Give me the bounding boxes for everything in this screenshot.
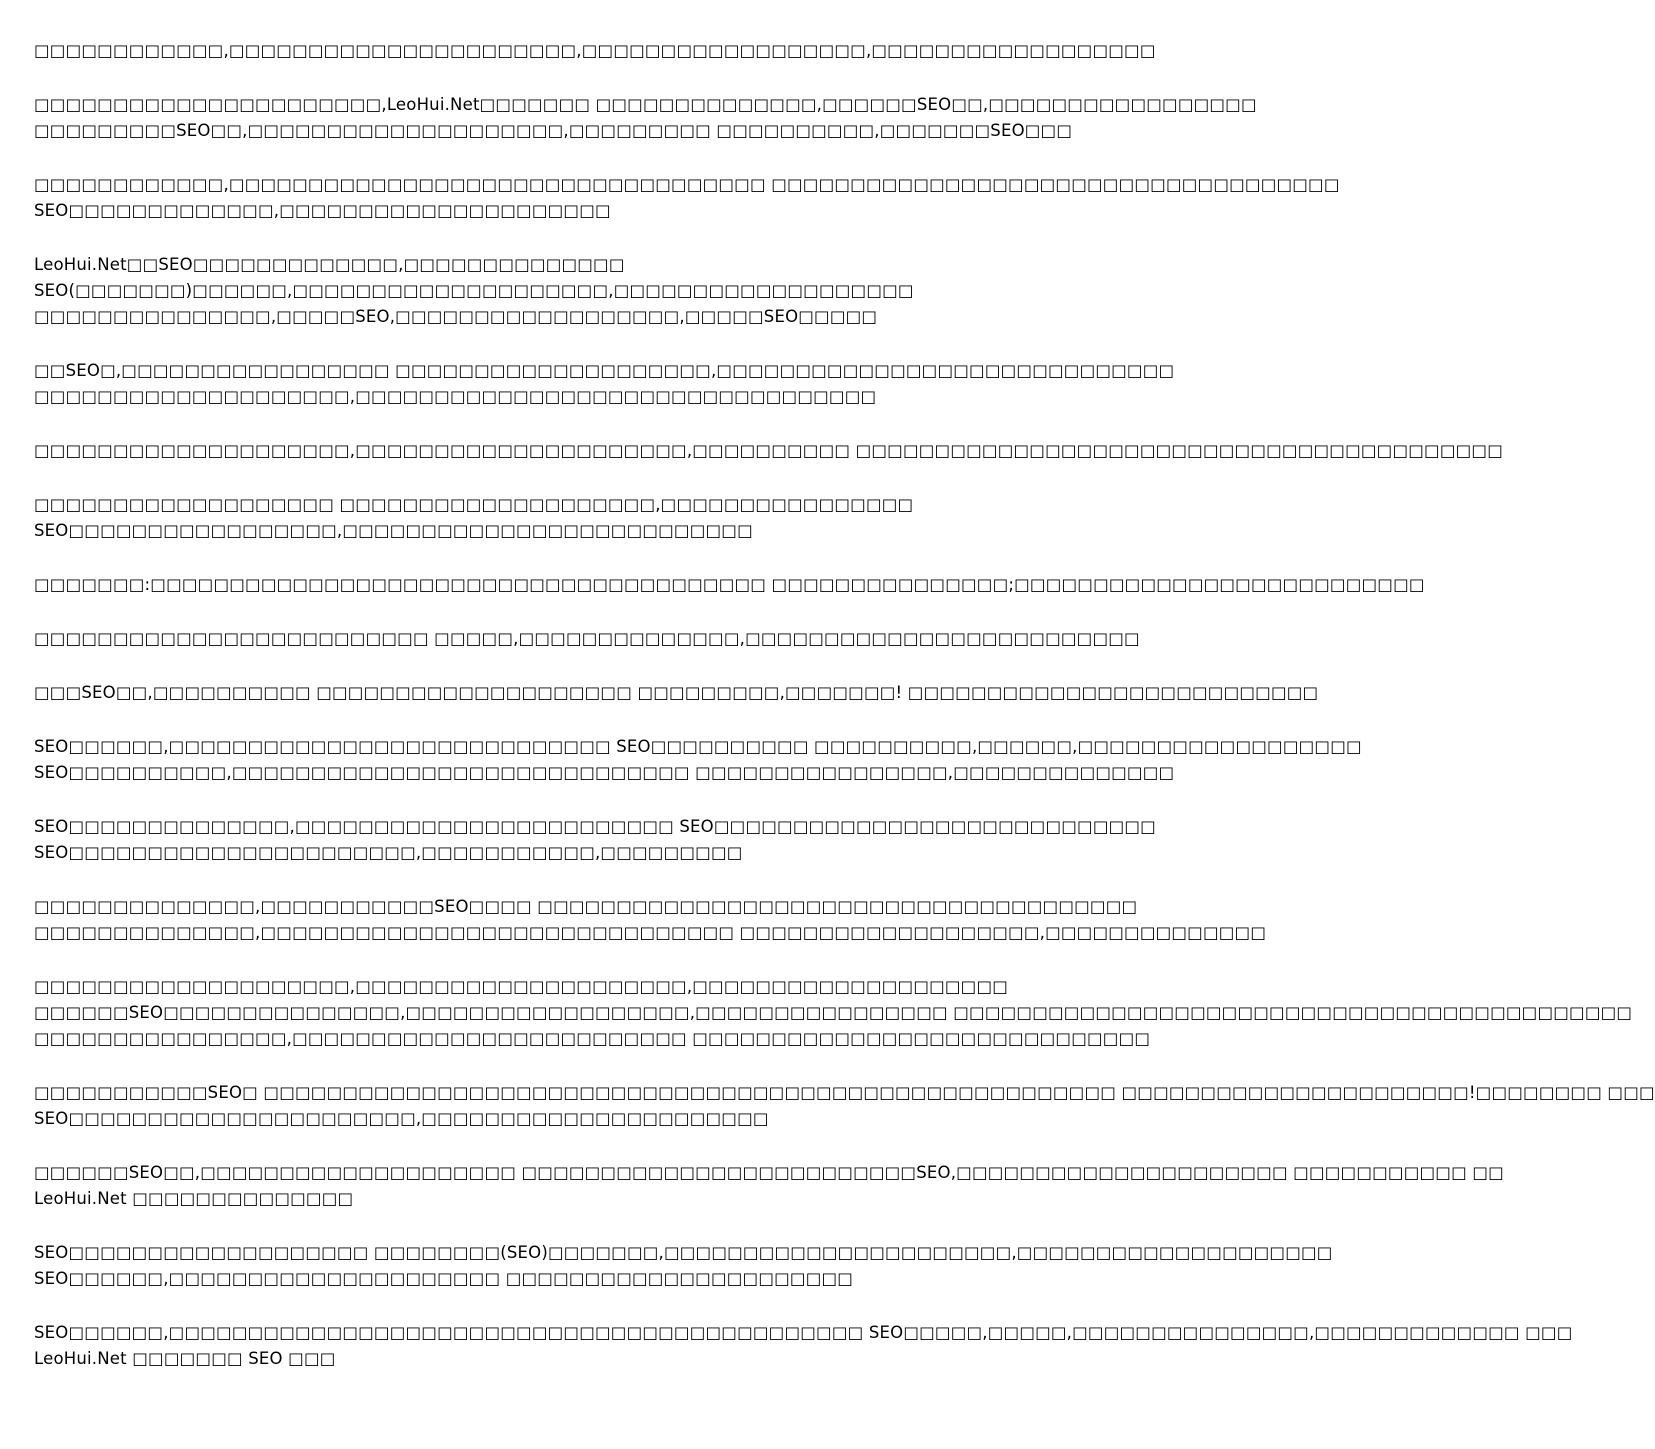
paragraph-line: □□□□□□□□□□□□□□□□□□□□□□□□□ □□□□□,□□□□□□□□□□□□□□,□□□□□□□□□□□□□□□□□□□□□□□□□ (34, 629, 1140, 648)
paragraph (34, 1080, 1655, 1132)
paragraph (34, 172, 1340, 224)
paragraph-line: □□□□□□□□□□□□□□□□□□□□,□□□□□□□□□□□□□□□□□□□□□,□□□□□□□□□□ □□□□□□□□□□□□□□□□□□□□□□□□□□□□□□□□□□□□□□□□□ (34, 441, 1503, 460)
paragraph-line: □□□□□□□□□□□□,□□□□□□□□□□□□□□□□□□□□□□,□□□□□□□□□□□□□□□□□□,□□□□□□□□□□□□□□□□□□ (34, 41, 1156, 60)
paragraph-line: □□□□□□□□□□□□,□□□□□□□□□□□□□□□□□□□□□□□□□□□□□□□□□□ □□□□□□□□□□□□□□□□□□□□□□□□□□□□□□□□□□□□ (34, 175, 1340, 194)
paragraph-line: □□□□□□□:□□□□□□□□□□□□□□□□□□□□□□□□□□□□□□□□□□□□□□□ □□□□□□□□□□□□□□□;□□□□□□□□□□□□□□□□□□□□□□□□□□ (34, 575, 1425, 594)
paragraph-line: SEO□□□□□□,□□□□□□□□□□□□□□□□□□□□□ □□□□□□□□□□□□□□□□□□□□□□ (34, 1269, 854, 1288)
paragraph-line: □□□□□□□□□□□□□□□□□□□ □□□□□□□□□□□□□□□□□□□□,□□□□□□□□□□□□□□□□ (34, 495, 914, 514)
paragraph (34, 894, 1267, 946)
paragraph (34, 438, 1503, 464)
paragraph-line: SEO□□□□□□,□□□□□□□□□□□□□□□□□□□□□□□□□□□□□□□□□□□□□□□□□□□□ SEO□□□□□,□□□□□,□□□□□□□□□□□□□□□,□□□□□□□□□□□□□ □□□ (34, 1323, 1573, 1342)
paragraph-line: □□□□□□□□□□□□□□,□□□□□□□□□□□□□□□□□□□□□□□□□□□□□□ □□□□□□□□□□□□□□□□□□□,□□□□□□□□□□□□□□ (34, 923, 1267, 942)
paragraph-line: □□□□□□□□□SEO□□,□□□□□□□□□□□□□□□□□□□□,□□□□□□□□□ □□□□□□□□□□,□□□□□□□SEO□□□ (34, 121, 1073, 140)
paragraph (34, 572, 1425, 598)
paragraph-line: □□□□□□□□□□□SEO□ □□□□□□□□□□□□□□□□□□□□□□□□□□□□□□□□□□□□□□□□□□□□□□□□□□□□□□ □□□□□□□□□□□□□□□□□□□□□□!□□□□□□□□ □□□ (34, 1083, 1655, 1102)
paragraph (34, 1320, 1573, 1372)
paragraph-line: □□□□□□□□□□□□□□□,□□□□□SEO,□□□□□□□□□□□□□□□□□□,□□□□□SEO□□□□□ (34, 307, 878, 326)
paragraph-line: □□□SEO□□,□□□□□□□□□□ □□□□□□□□□□□□□□□□□□□□ □□□□□□□□□,□□□□□□□! □□□□□□□□□□□□□□□□□□□□□□□□□□ (34, 683, 1319, 702)
paragraph-line: □□□□□□□□□□□□□□□□,□□□□□□□□□□□□□□□□□□□□□□□□□ □□□□□□□□□□□□□□□□□□□□□□□□□□□□□ (34, 1029, 1151, 1048)
paragraph-line: □□□□□□SEO□□□□□□□□□□□□□□□,□□□□□□□□□□□□□□□□□□,□□□□□□□□□□□□□□□□ □□□□□□□□□□□□□□□□□□□□□□□□□□□□□□□□□□□□□□□□□□□ (34, 1003, 1633, 1022)
paragraph-line: SEO□□□□□□□□□□□□□□□□□,□□□□□□□□□□□□□□□□□□□□□□□□□□ (34, 521, 753, 540)
paragraph-line: SEO□□□□□□□□□□□□□□□□□□□ □□□□□□□□(SEO)□□□□□□□,□□□□□□□□□□□□□□□□□□□□□□,□□□□□□□□□□□□□□□□□□□□ (34, 1243, 1333, 1262)
paragraph (34, 358, 1175, 410)
paragraph (34, 92, 1257, 144)
paragraph-line: □□□□□□□□□□□□□□□□□□□□□□,LeoHui.Net□□□□□□□ □□□□□□□□□□□□□□,□□□□□□SEO□□,□□□□□□□□□□□□□□□□□ (34, 95, 1257, 114)
paragraph (34, 734, 1362, 786)
paragraph-line: LeoHui.Net □□□□□□□ SEO □□□ (34, 1349, 336, 1368)
paragraph (34, 974, 1633, 1052)
paragraph-line: □□□□□□□□□□□□□□□□□□□□,□□□□□□□□□□□□□□□□□□□□□,□□□□□□□□□□□□□□□□□□□□ (34, 977, 1009, 996)
paragraph-line: SEO□□□□□□□□□□□□□□□□□□□□□□,□□□□□□□□□□□,□□□□□□□□□ (34, 843, 743, 862)
paragraph-line: SEO□□□□□□□□□□,□□□□□□□□□□□□□□□□□□□□□□□□□□□□□ □□□□□□□□□□□□□□□□,□□□□□□□□□□□□□□ (34, 763, 1175, 782)
paragraph-line: □□□□□□SEO□□,□□□□□□□□□□□□□□□□□□□□ □□□□□□□□□□□□□□□□□□□□□□□□□SEO,□□□□□□□□□□□□□□□□□□□□□ □□□□□□□□□□□ □□ (34, 1163, 1504, 1182)
paragraph (34, 680, 1319, 706)
paragraph-line: □□SEO□,□□□□□□□□□□□□□□□□□ □□□□□□□□□□□□□□□□□□□□,□□□□□□□□□□□□□□□□□□□□□□□□□□□□□ (34, 361, 1175, 380)
paragraph (34, 814, 1156, 866)
paragraph (34, 626, 1140, 652)
paragraph (34, 1160, 1504, 1212)
paragraph-line: SEO□□□□□□□□□□□□□□,□□□□□□□□□□□□□□□□□□□□□□□□ SEO□□□□□□□□□□□□□□□□□□□□□□□□□□□□ (34, 817, 1156, 836)
paragraph-line: SEO□□□□□□□□□□□□□,□□□□□□□□□□□□□□□□□□□□□ (34, 201, 611, 220)
paragraph-line: LeoHui.Net□□SEO□□□□□□□□□□□□□,□□□□□□□□□□□□□□ (34, 255, 625, 274)
paragraph-line: □□□□□□□□□□□□□□,□□□□□□□□□□□SEO□□□□ □□□□□□□□□□□□□□□□□□□□□□□□□□□□□□□□□□□□□□ (34, 897, 1138, 916)
paragraph (34, 492, 994, 544)
paragraph (34, 1240, 1333, 1292)
paragraph (34, 252, 994, 330)
paragraph (34, 38, 1156, 64)
document-body (34, 38, 1655, 1400)
paragraph-line: SEO□□□□□□,□□□□□□□□□□□□□□□□□□□□□□□□□□□□ SEO□□□□□□□□□□ □□□□□□□□□□,□□□□□□,□□□□□□□□□□□□□□□□□□ (34, 737, 1362, 756)
paragraph-line: SEO(□□□□□□□)□□□□□□,□□□□□□□□□□□□□□□□□□□□,□□□□□□□□□□□□□□□□□□□ (34, 281, 914, 300)
paragraph-line: LeoHui.Net □□□□□□□□□□□□□□ (34, 1189, 354, 1208)
paragraph-line: □□□□□□□□□□□□□□□□□□□□,□□□□□□□□□□□□□□□□□□□□□□□□□□□□□□□□□ (34, 387, 877, 406)
paragraph-line: SEO□□□□□□□□□□□□□□□□□□□□□□,□□□□□□□□□□□□□□□□□□□□□□ (34, 1109, 769, 1128)
